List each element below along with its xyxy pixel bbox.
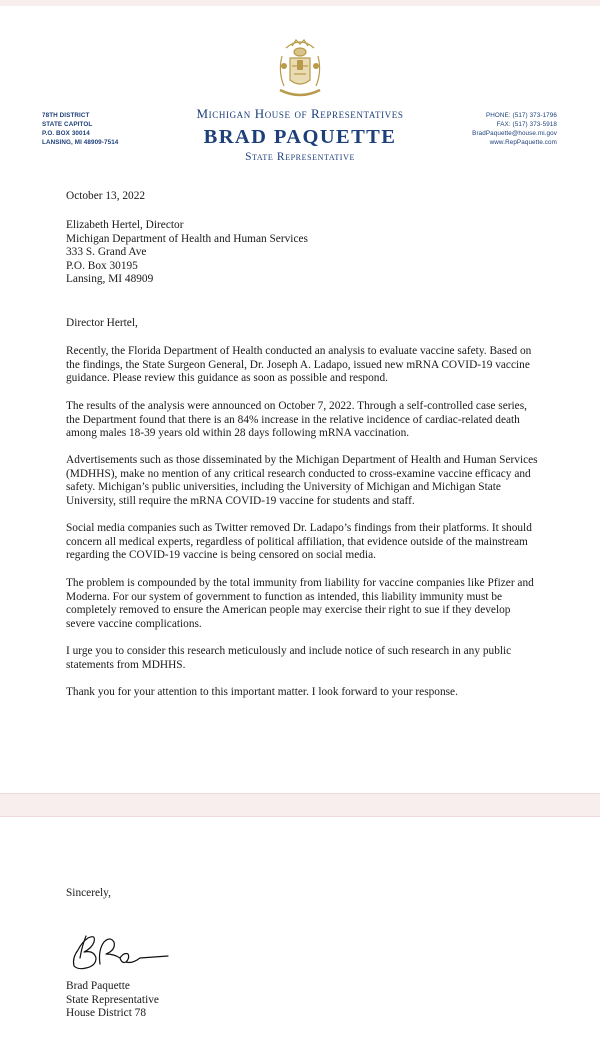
paragraph-text: Thank you for your attention to this important matter. I look forward to your response. bbox=[66, 686, 458, 698]
letterhead-name: BRAD PAQUETTE bbox=[203, 126, 397, 148]
recipient-po-box: P.O. Box 30195 bbox=[66, 259, 138, 272]
signer-district: House District 78 bbox=[66, 1007, 147, 1019]
paragraph-text: I urge you to consider this research meticulously and include notice of such research in any public statements from MDHHS. bbox=[66, 645, 512, 671]
paragraph bbox=[66, 454, 542, 508]
salutation: Director Hertel, bbox=[66, 317, 138, 329]
paragraph bbox=[66, 345, 542, 386]
paragraph-text: Recently, the Florida Department of Health conducted an analysis to evaluate vaccine safety. Based on the findings, the State Surgeon General, Dr. Joseph A. Ladapo, issued new mRNA COVID-19 vaccine guidance. Please review this guidance as soon as possible and respond. bbox=[66, 345, 532, 384]
letterhead-phone: PHONE: (517) 373-1796 bbox=[485, 112, 557, 119]
recipient-address bbox=[66, 219, 542, 287]
letterhead-email[interactable]: BradPaquette@house.mi.gov bbox=[472, 130, 557, 137]
paragraph-text: The problem is compounded by the total immunity from liability for vaccine companies like Pfizer and Moderna. For our system of government to function as intended, this liability immunity must be completely removed to ensure the American people may exercise their right to sue if they develop severe vaccine complications. bbox=[66, 577, 534, 630]
letterhead-po-box: P.O. BOX 30014 bbox=[42, 130, 90, 137]
letterhead-contact bbox=[472, 111, 557, 147]
signature-block bbox=[66, 980, 542, 1021]
recipient-department: Michigan Department of Health and Human Services bbox=[66, 232, 308, 245]
paragraph bbox=[66, 522, 542, 563]
letterhead-capitol: STATE CAPITOL bbox=[42, 121, 93, 128]
paragraph-text: Social media companies such as Twitter removed Dr. Ladapo’s findings from their platforms. It should concern all medical experts, regardless of political affiliation, that evidence outside of the mainstream regarding the COVID-19 vaccine is being censored on social media. bbox=[66, 522, 532, 561]
paragraph bbox=[66, 577, 542, 631]
signer-name: Brad Paquette bbox=[66, 980, 130, 992]
letterhead-district: 78TH DISTRICT bbox=[42, 112, 90, 119]
paragraph-text: The results of the analysis were announced on October 7, 2022. Through a self-controlled case series, the Department found that there is an 84% increase in the relative incidence of cardiac-related death among males 18-39 years old within 28 days following mRNA vaccination. bbox=[66, 400, 527, 439]
page-break-divider bbox=[0, 793, 600, 817]
letterhead-city: LANSING, MI 48909-7514 bbox=[42, 139, 119, 146]
letter-date: October 13, 2022 bbox=[66, 190, 146, 202]
paragraph bbox=[66, 645, 542, 672]
closing: Sincerely, bbox=[66, 887, 111, 899]
recipient-name: Elizabeth Hertel, Director bbox=[66, 219, 184, 231]
paragraph bbox=[66, 686, 542, 700]
michigan-seal-icon bbox=[272, 36, 328, 104]
recipient-city: Lansing, MI 48909 bbox=[66, 273, 154, 285]
handwritten-signature bbox=[68, 928, 178, 976]
letterhead-title: State Representative bbox=[245, 151, 355, 163]
signer-title: State Representative bbox=[66, 993, 159, 1006]
paragraph bbox=[66, 400, 542, 441]
letterhead-fax: FAX: (517) 373-5918 bbox=[496, 121, 557, 128]
paragraph-text: Advertisements such as those disseminated by the Michigan Department of Health and Human Services (MDHHS), make no mention of any critical research conducted to cross-examine vaccine efficacy and safety. Michigan’s public universities, including the University of Michigan and Michigan State University, still require the mRNA COVID-19 vaccine for students and staff. bbox=[66, 454, 538, 507]
recipient-street: 333 S. Grand Ave bbox=[66, 246, 147, 258]
letterhead-house: Michigan House of Representatives bbox=[196, 106, 404, 121]
letterhead-website[interactable]: www.RepPaquette.com bbox=[489, 139, 557, 146]
top-page-edge bbox=[0, 0, 600, 6]
